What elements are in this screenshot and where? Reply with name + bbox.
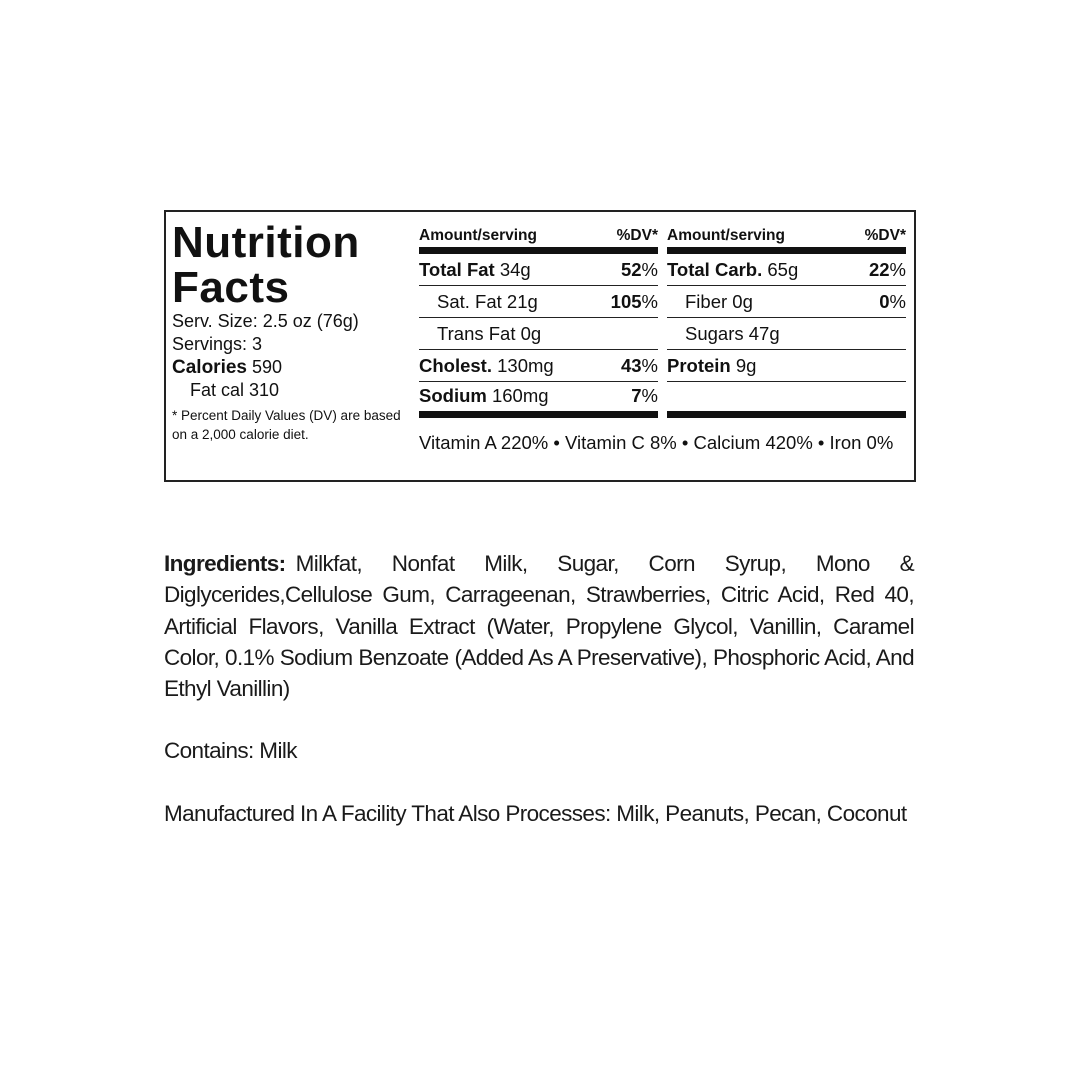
nutrient-row-cholesterol <box>419 350 658 382</box>
nutrient-name: Sodium <box>419 385 487 406</box>
nutrient-dv: 22 <box>868 259 890 280</box>
facility-statement: Manufactured In A Facility That Also Processes: Milk, Peanuts, Pecan, Coconut <box>164 801 907 826</box>
nutrient-column-right <box>667 226 906 418</box>
nutrient-row-protein <box>667 350 906 382</box>
percent-sign: % <box>889 259 906 280</box>
label-summary <box>172 220 412 444</box>
header-amount: Amount/serving <box>419 227 537 244</box>
label-title <box>172 220 412 310</box>
calories-value: 590 <box>252 357 283 377</box>
nutrition-facts-label <box>164 210 916 482</box>
nutrient-amount: Sugars 47g <box>685 323 780 344</box>
calories <box>172 356 412 379</box>
nutrient-row-trans-fat <box>419 318 658 350</box>
percent-sign: % <box>641 259 658 280</box>
dv-footnote: * Percent Daily Values (DV) are based on a 2,000 calorie diet. <box>172 408 401 442</box>
nutrient-amount: Trans Fat 0g <box>437 323 542 344</box>
nutrient-row-empty <box>667 382 906 418</box>
serving-size: Serv. Size: 2.5 oz (76g) <box>172 311 359 331</box>
nutrient-amount: Fiber 0g <box>685 291 753 312</box>
column-header <box>419 226 658 254</box>
percent-sign: % <box>641 385 658 406</box>
fat-calories: Fat cal 310 <box>190 380 280 400</box>
nutrient-amount: 9g <box>735 355 757 376</box>
nutrient-amount: 160mg <box>491 385 549 406</box>
nutrient-name: Protein <box>667 355 731 376</box>
nutrient-amount: 34g <box>499 259 531 280</box>
nutrient-amount: Sat. Fat 21g <box>437 291 538 312</box>
nutrient-amount: 130mg <box>497 355 554 376</box>
nutrient-row-total-fat <box>419 254 658 286</box>
nutrient-row-total-carb <box>667 254 906 286</box>
ingredients-paragraph <box>164 548 914 704</box>
nutrient-name: Cholest. <box>419 355 492 376</box>
title-line-1: Nutrition <box>172 218 360 267</box>
nutrient-dv: 52 <box>620 259 642 280</box>
calories-label: Calories <box>172 357 247 378</box>
column-header <box>667 226 906 254</box>
nutrient-row-fiber <box>667 286 906 318</box>
nutrient-name: Total Carb. <box>667 259 763 280</box>
nutrient-dv: 0 <box>879 291 890 312</box>
percent-sign: % <box>641 291 658 312</box>
servings: Servings: 3 <box>172 334 263 354</box>
header-dv: %DV* <box>616 227 658 244</box>
ingredients-label: Ingredients: <box>164 551 286 576</box>
nutrient-row-sodium <box>419 382 658 418</box>
nutrient-row-sugars <box>667 318 906 350</box>
header-dv: %DV* <box>864 227 906 244</box>
allergen-contains: Contains: Milk <box>164 738 297 763</box>
nutrient-dv: 105 <box>610 291 642 312</box>
nutrient-dv: 7 <box>631 385 642 406</box>
percent-sign: % <box>641 355 658 376</box>
nutrient-amount: 65g <box>767 259 799 280</box>
title-line-2: Facts <box>172 263 290 312</box>
header-amount: Amount/serving <box>667 227 785 244</box>
ingredients-text: Milkfat, Nonfat Milk, Sugar, Corn Syrup, Mono & Diglycerides,Cellulose Gum, Carrageenan, Strawberries, Citric Acid, Red 40, Artificial Flavors, Vanilla Extract (Water, Propylene Glycol, Vanillin, Caramel Color, 0.1% Sodium Benzoate (Added As A Preservative), Phosphoric Acid, And Ethyl Vanillin) <box>164 551 914 702</box>
nutrient-column-left <box>419 226 658 418</box>
nutrient-name: Total Fat <box>419 259 495 280</box>
nutrient-dv: 43 <box>620 355 642 376</box>
nutrient-row-sat-fat <box>419 286 658 318</box>
vitamins-minerals: Vitamin A 220% • Vitamin C 8% • Calcium 420% • Iron 0% <box>419 432 894 453</box>
percent-sign: % <box>889 291 906 312</box>
